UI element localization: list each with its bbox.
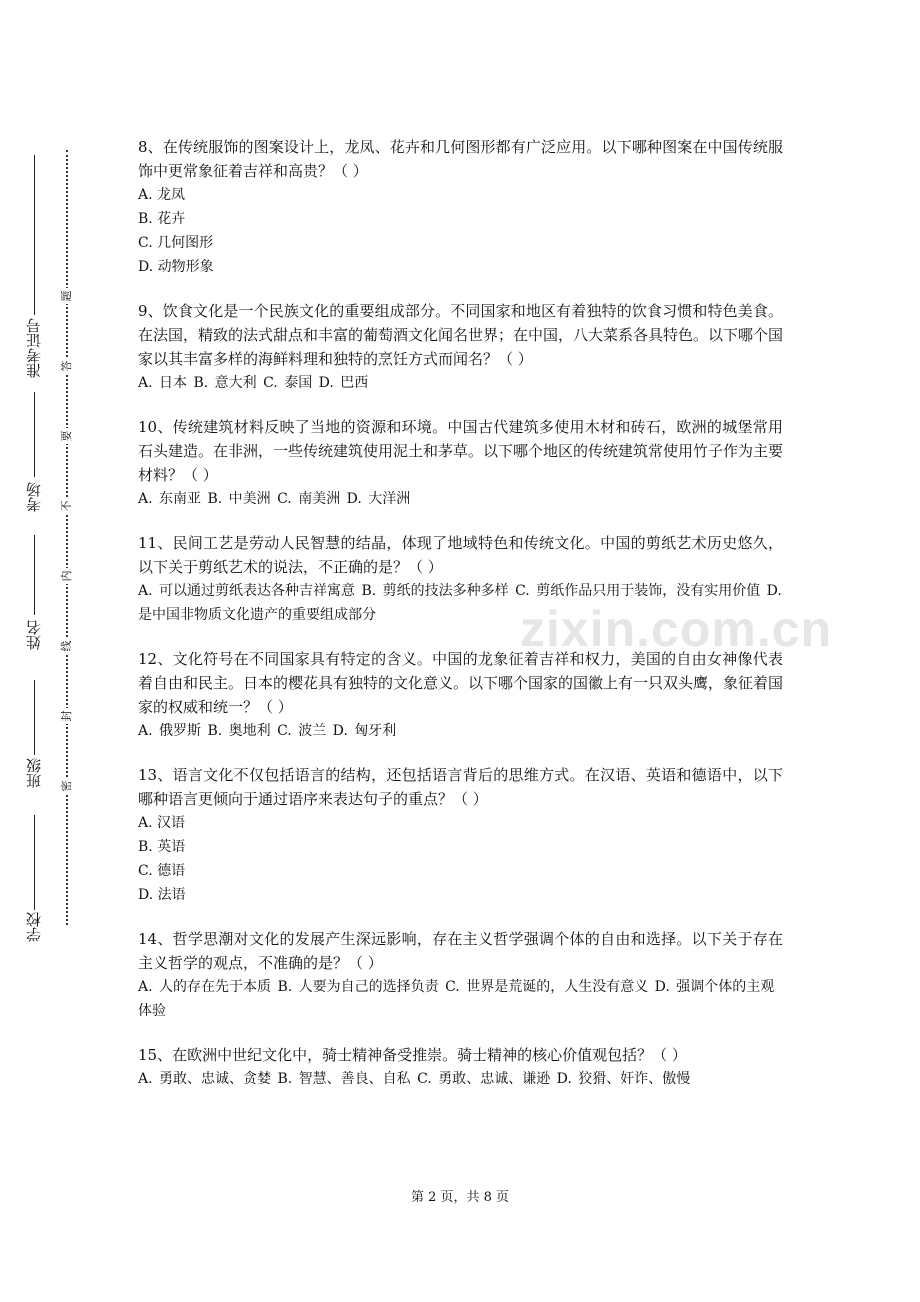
- label-class: 班级: [25, 758, 43, 788]
- question-stem: 15、在欧洲中世纪文化中，骑士精神备受推崇。骑士精神的核心价值观包括？（ ）: [138, 1046, 687, 1064]
- question-12: [138, 647, 783, 743]
- question-8: [138, 135, 783, 279]
- watermark: zixin.com.cn: [520, 601, 833, 657]
- seal-char: 题: [59, 288, 75, 304]
- binding-strip: [0, 0, 100, 1302]
- question-options: A. 勇敢、忠诚、贪婪 B. 智慧、善良、自私 C. 勇敢、忠诚、谦逊 D. 狡猾、奸诈、傲慢: [138, 1071, 691, 1087]
- seal-char: 要: [59, 428, 75, 444]
- question-options: A. 东南亚 B. 中美洲 C. 南美洲 D. 大洋洲: [138, 491, 411, 507]
- option-d: D. 动物形象: [138, 259, 214, 275]
- question-stem: 11、民间工艺是劳动人民智慧的结晶，体现了地域特色和传统文化。中国的剪纸艺术历史悠久，以下关于剪纸艺术的说法，不正确的是？（ ）: [138, 534, 783, 576]
- seal-char: 线: [59, 638, 75, 654]
- option-b: B. 花卉: [138, 211, 186, 227]
- question-list: [138, 135, 783, 1111]
- question-13: [138, 763, 783, 907]
- question-stem: 12、文化符号在不同国家具有特定的含义。中国的龙象征着吉祥和权力，美国的自由女神像代表着自由和民主。日本的樱花具有独特的文化意义。以下哪个国家的国徽上有一只双头鹰，象征着国家的权威和统一？（ ）: [138, 650, 784, 716]
- option-c: C. 德语: [138, 863, 186, 879]
- question-11: [138, 531, 783, 627]
- question-stem: 10、传统建筑材料反映了当地的资源和环境。中国古代建筑多使用木材和砖石，欧洲的城堡常用石头建造。在非洲，一些传统建筑使用泥土和茅草。以下哪个地区的传统建筑常使用竹子作为主要材料？（ ）: [138, 418, 784, 484]
- info-line-exam-number: [34, 155, 35, 315]
- question-stem: 8、在传统服饰的图案设计上，龙凤、花卉和几何图形都有广泛应用。以下哪种图案在中国传统服饰中更常象征着吉祥和高贵？（ ）: [138, 138, 783, 180]
- question-stem: 9、饮食文化是一个民族文化的重要组成部分。不同国家和地区有着独特的饮食习惯和特色美食。在法国，精致的法式甜点和丰富的葡萄酒文化闻名世界；在中国，八大菜系各具特色。以下哪个国家以其丰富多样的海鲜料理和独特的烹饪方式而闻名？（ ）: [138, 302, 784, 368]
- seal-dotted-line: [66, 150, 68, 925]
- question-options: A. 俄罗斯 B. 奥地利 C. 波兰 D. 匈牙利: [138, 723, 397, 739]
- question-14: [138, 927, 783, 1023]
- question-15: [138, 1043, 783, 1091]
- question-stem: 13、语言文化不仅包括语言的结构，还包括语言背后的思维方式。在汉语、英语和德语中，以下哪种语言更倾向于通过语序来表达句子的重点？（ ）: [138, 766, 783, 808]
- question-options: A. 日本 B. 意大利 C. 泰国 D. 巴西: [138, 375, 369, 391]
- option-d: D. 法语: [138, 887, 186, 903]
- option-a: A. 汉语: [138, 815, 186, 831]
- seal-char: 答: [59, 358, 75, 374]
- question-10: [138, 415, 783, 511]
- seal-char: 内: [59, 568, 75, 584]
- info-line-exam-room: [34, 392, 35, 477]
- seal-char: 封: [59, 708, 75, 724]
- info-line-class: [34, 680, 35, 755]
- label-school: 学校: [25, 912, 43, 942]
- seal-char: 不: [59, 498, 75, 514]
- label-exam-number: 准考证号: [25, 318, 43, 378]
- option-b: B. 英语: [138, 839, 186, 855]
- info-line-school: [34, 815, 35, 910]
- question-options: A. 人的存在先于本质 B. 人要为自己的选择负责 C. 世界是荒诞的，人生没有意义 D. 强调个体的主观体验: [138, 979, 775, 1019]
- option-a: A. 龙凤: [138, 187, 186, 203]
- seal-char: 密: [59, 778, 75, 794]
- question-9: [138, 299, 783, 395]
- question-stem: 14、哲学思潮对文化的发展产生深远影响，存在主义哲学强调个体的自由和选择。以下关于存在主义哲学的观点，不准确的是？（ ）: [138, 930, 783, 972]
- question-options: A. 可以通过剪纸表达各种吉祥寓意 B. 剪纸的技法多种多样 C. 剪纸作品只用于装饰，没有实用价值 D. 是中国非物质文化遗产的重要组成部分: [138, 583, 782, 623]
- label-name: 姓名: [25, 620, 43, 650]
- info-line-name: [34, 535, 35, 615]
- option-c: C. 几何图形: [138, 235, 214, 251]
- label-exam-room: 考场: [25, 482, 43, 512]
- page-footer: 第 2 页，共 8 页: [410, 1190, 510, 1205]
